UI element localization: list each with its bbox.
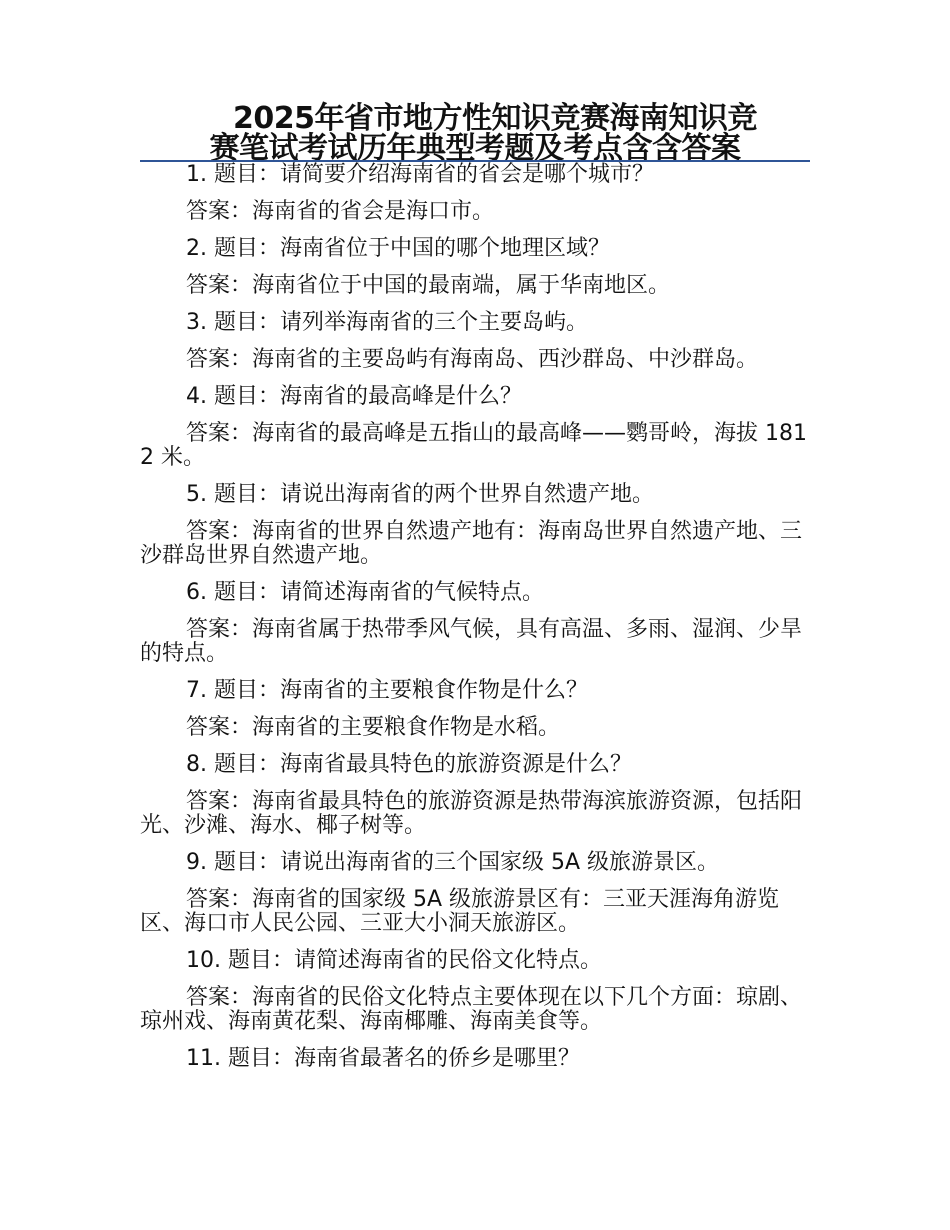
question-9: 9. 题目：请说出海南省的三个国家级 5A 级旅游景区。 [186,850,720,875]
question-1: 1. 题目：请简要介绍海南省的省会是哪个城市？ [186,162,654,187]
title-line-2: 赛笔试考试历年典型考题及考点含含答案 [209,131,741,166]
answer-2: 答案：海南省位于中国的最南端，属于华南地区。 [186,273,671,298]
answer-10: 答案：海南省的民俗文化特点主要体现在以下几个方面：琼剧、琼州戏、海南黄花梨、海南椰雕、海南美食等。 [140,985,803,1034]
question-11: 11. 题目：海南省最著名的侨乡是哪里？ [186,1046,580,1071]
answer-4: 答案：海南省的最高峰是五指山的最高峰——鹦哥岭，海拔 1812 米。 [140,421,807,470]
question-4: 4. 题目：海南省的最高峰是什么？ [186,384,522,409]
answer-3: 答案：海南省的主要岛屿有海南岛、西沙群岛、中沙群岛。 [186,347,759,372]
question-2: 2. 题目：海南省位于中国的哪个地理区域？ [186,236,610,261]
question-10: 10. 题目：请简述海南省的民俗文化特点。 [186,948,602,973]
answer-5: 答案：海南省的世界自然遗产地有：海南岛世界自然遗产地、三沙群岛世界自然遗产地。 [140,519,803,568]
question-8: 8. 题目：海南省最具特色的旅游资源是什么？ [186,752,632,777]
question-5: 5. 题目：请说出海南省的两个世界自然遗产地。 [186,482,654,507]
answer-8: 答案：海南省最具特色的旅游资源是热带海滨旅游资源，包括阳光、沙滩、海水、椰子树等。 [140,789,803,838]
title-line-1: 2025年省市地方性知识竞赛海南知识竞 [233,101,757,136]
answer-6: 答案：海南省属于热带季风气候，具有高温、多雨、湿润、少旱的特点。 [140,617,803,666]
answer-7: 答案：海南省的主要粮食作物是水稻。 [186,715,561,740]
answer-1: 答案：海南省的省会是海口市。 [186,199,495,224]
answer-9: 答案：海南省的国家级 5A 级旅游景区有：三亚天涯海角游览区、海口市人民公园、三亚大小洞天旅游区。 [140,887,780,936]
question-7: 7. 题目：海南省的主要粮食作物是什么？ [186,678,588,703]
question-3: 3. 题目：请列举海南省的三个主要岛屿。 [186,310,588,335]
document-body [140,150,810,1071]
question-6: 6. 题目：请简述海南省的气候特点。 [186,580,544,605]
